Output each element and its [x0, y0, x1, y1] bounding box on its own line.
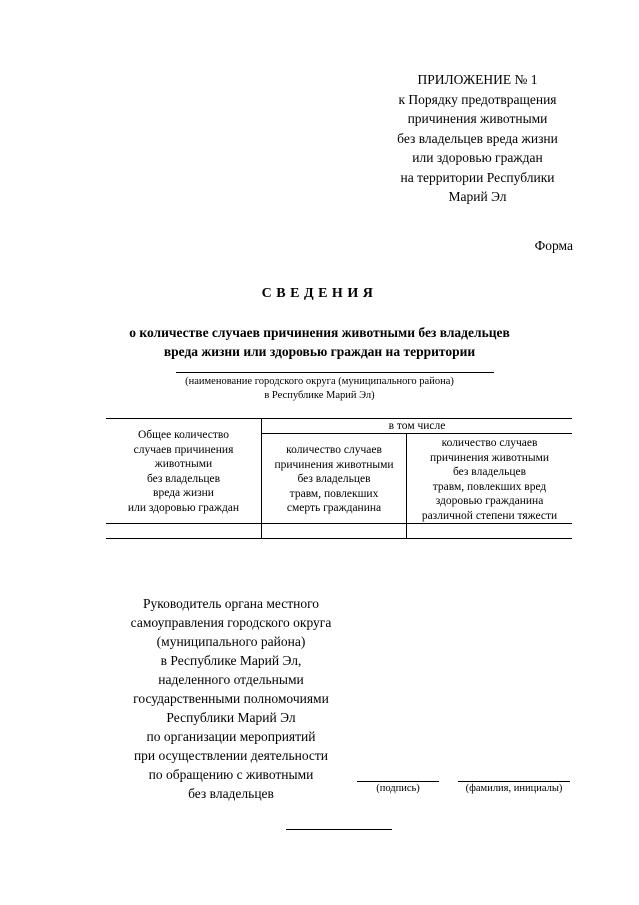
table-divider — [106, 523, 572, 524]
annex-line: Марий Эл — [448, 189, 507, 204]
territory-name-blank — [176, 372, 494, 373]
annex-line: на территории Республики — [400, 169, 555, 185]
subtitle-line: о количестве случаев причинения животными без владельцев — [129, 325, 510, 340]
annex-block — [350, 70, 605, 207]
annex-line: без владельцев вреда жизни — [397, 130, 558, 146]
document-subtitle — [60, 323, 579, 361]
table-border-bottom — [106, 538, 572, 539]
signature-line — [357, 781, 439, 782]
official-position: Руководитель органа местного самоуправления городского округа (муниципального района) в Республике Марий Эл, наделенного отдельными государственными полномочиями Республики Марий Эл по организации мероприятий при осуществлении деятельности по обращению с животными без владельцев — [130, 596, 332, 801]
annex-line: причинения животными — [407, 111, 548, 126]
header-total-cases: Общее количество случаев причинения животными без владельцев вреда жизни или здоровью граждан — [127, 429, 240, 514]
annex-line: к Порядку предотвращения — [398, 91, 557, 107]
signature-label: (подпись) — [376, 783, 420, 794]
caption-line: (наименование городского округа (муниципального района) — [185, 376, 454, 387]
territory-caption — [150, 375, 489, 402]
annex-line: или здоровью граждан — [412, 150, 543, 165]
statistics-table — [106, 418, 572, 539]
annex-line: ПРИЛОЖЕНИЕ № 1 — [417, 72, 538, 87]
caption-line: в Республике Марий Эл) — [264, 389, 375, 401]
header-death-cases: количество случаев причинения животными без владельцев травм, повлекших смерть гражданина — [274, 444, 394, 514]
form-label: Форма — [534, 238, 573, 253]
header-including: в том числе — [388, 420, 446, 432]
subtitle-line: вреда жизни или здоровью граждан на территории — [163, 344, 476, 359]
name-label: (фамилия, инициалы) — [465, 783, 563, 794]
name-line — [458, 781, 570, 782]
header-injury-cases: количество случаев причинения животными без владельцев травм, повлекших вред здоровью гражданина различной степени тяжести — [421, 437, 558, 522]
bottom-separator — [286, 829, 392, 830]
document-title: СВЕДЕНИЯ — [261, 286, 378, 301]
